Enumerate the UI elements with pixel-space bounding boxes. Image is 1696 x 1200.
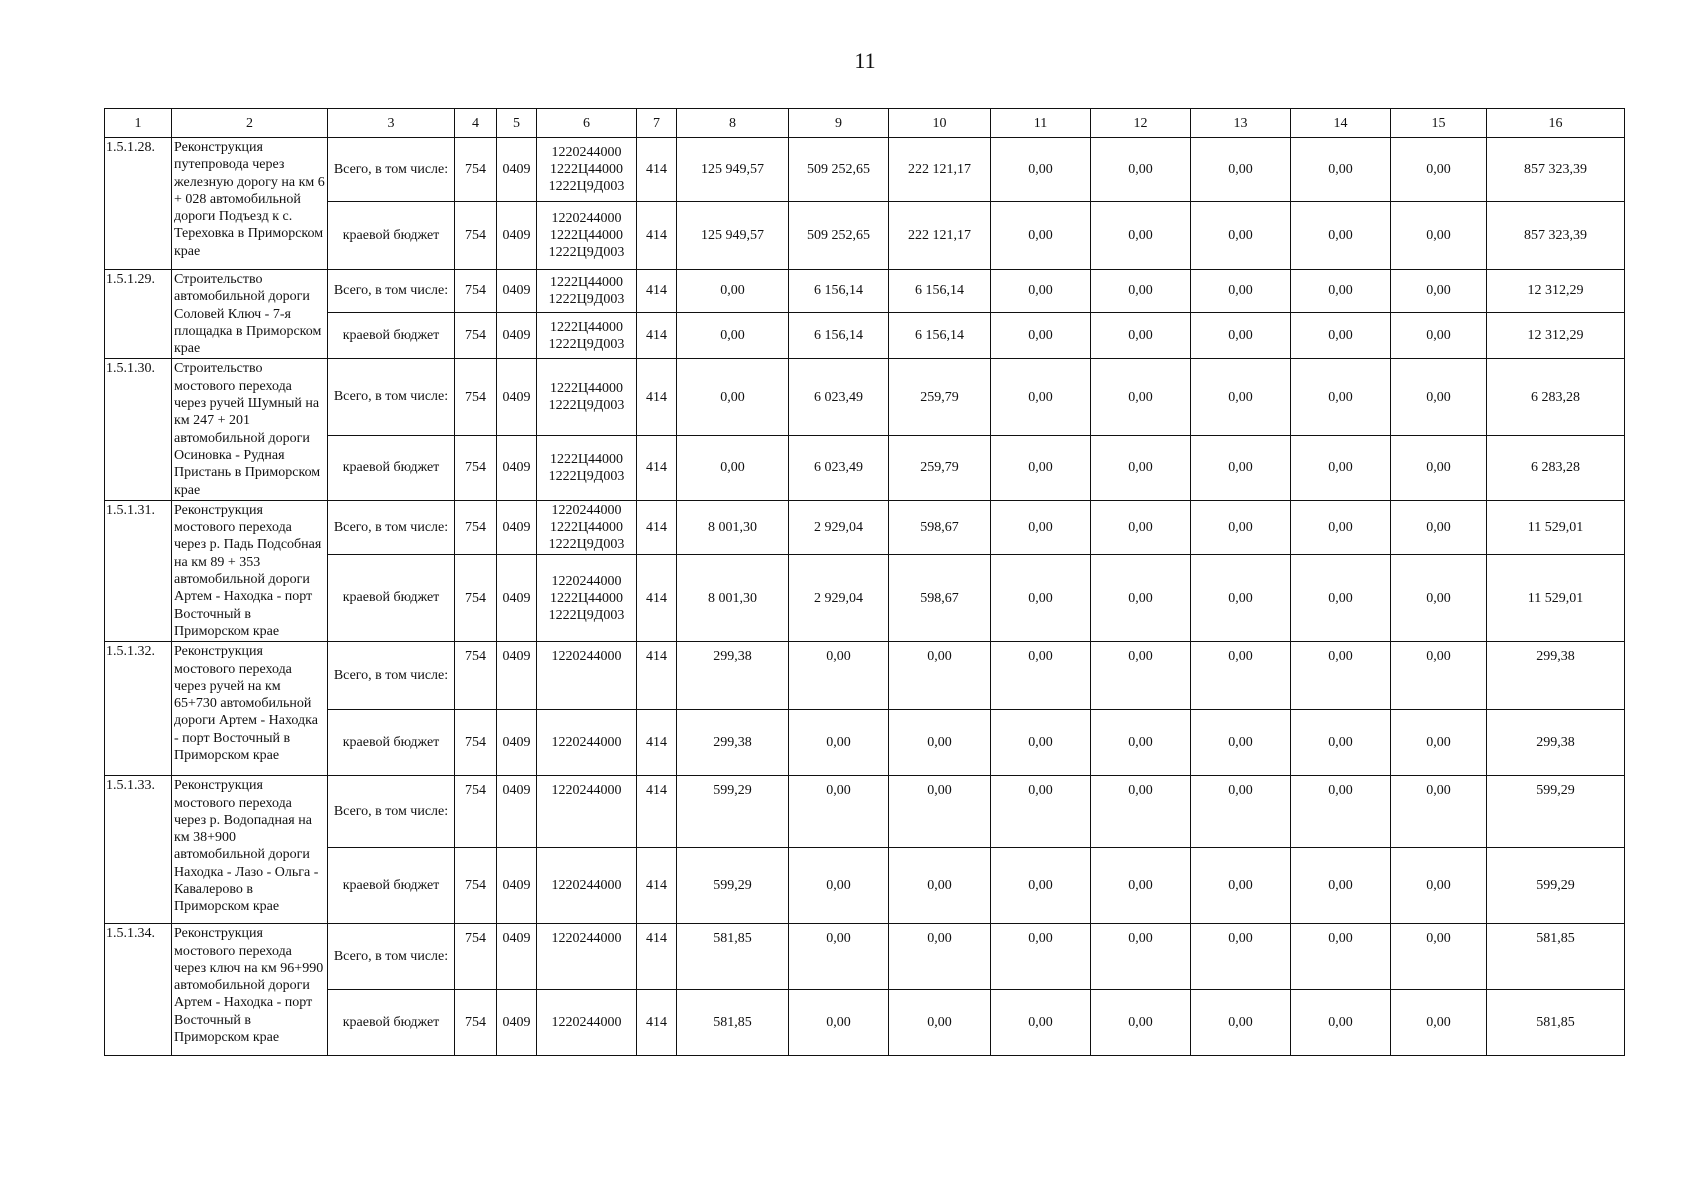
target-article-codes (537, 642, 637, 710)
amount-col-10: 222 121,17 (889, 202, 991, 270)
amount-col-10: 0,00 (889, 924, 991, 990)
amount-col-14: 0,00 (1291, 642, 1391, 710)
amount-col-13: 0,00 (1191, 848, 1291, 924)
table-row (105, 924, 1625, 990)
table-row (105, 435, 1625, 500)
amount-col-10: 0,00 (889, 848, 991, 924)
amount-col-8: 299,38 (677, 642, 789, 710)
section-code: 0409 (497, 270, 537, 313)
funding-category: Всего, в том числе: (328, 776, 455, 848)
amount-col-16: 11 529,01 (1487, 500, 1625, 555)
amount-col-15: 0,00 (1391, 202, 1487, 270)
amount-col-13: 0,00 (1191, 359, 1291, 435)
amount-col-9: 2 929,04 (789, 555, 889, 642)
column-header-2: 2 (172, 109, 328, 138)
object-name: Реконструкция путепровода через железную дорогу на км 6 + 028 автомобильной дороги Подъезд к с. Тереховка в Приморском крае (172, 138, 328, 270)
amount-col-15: 0,00 (1391, 776, 1487, 848)
amount-col-16: 11 529,01 (1487, 555, 1625, 642)
table-row (105, 270, 1625, 313)
amount-col-11: 0,00 (991, 500, 1091, 555)
target-article-code: 1220244000 (551, 931, 622, 947)
funding-category: краевой бюджет (328, 202, 455, 270)
amount-col-8: 125 949,57 (677, 138, 789, 202)
amount-col-14: 0,00 (1291, 848, 1391, 924)
amount-col-9: 0,00 (789, 924, 889, 990)
target-article-code: 1222Ц44000 (549, 381, 624, 397)
section-code: 0409 (497, 500, 537, 555)
amount-col-11: 0,00 (991, 642, 1091, 710)
funding-category: краевой бюджет (328, 710, 455, 776)
ministry-code: 754 (455, 435, 497, 500)
section-code: 0409 (497, 138, 537, 202)
amount-col-13: 0,00 (1191, 555, 1291, 642)
funding-category: Всего, в том числе: (328, 500, 455, 555)
amount-col-9: 6 023,49 (789, 435, 889, 500)
target-article-code: 1222Ц9Д003 (548, 245, 625, 260)
amount-col-8: 299,38 (677, 710, 789, 776)
amount-col-14: 0,00 (1291, 435, 1391, 500)
target-article-codes (537, 776, 637, 848)
row-number: 1.5.1.34. (105, 924, 172, 1056)
amount-col-9: 6 156,14 (789, 312, 889, 359)
amount-col-9: 0,00 (789, 776, 889, 848)
expense-type-code: 414 (637, 202, 677, 270)
amount-col-14: 0,00 (1291, 924, 1391, 990)
amount-col-15: 0,00 (1391, 924, 1487, 990)
target-article-codes (537, 848, 637, 924)
table-row (105, 848, 1625, 924)
amount-col-14: 0,00 (1291, 555, 1391, 642)
amount-col-14: 0,00 (1291, 710, 1391, 776)
amount-col-14: 0,00 (1291, 359, 1391, 435)
amount-col-11: 0,00 (991, 848, 1091, 924)
amount-col-10: 6 156,14 (889, 312, 991, 359)
amount-col-13: 0,00 (1191, 710, 1291, 776)
amount-col-12: 0,00 (1091, 990, 1191, 1056)
expense-type-code: 414 (637, 990, 677, 1056)
target-article-code: 1220244000 (551, 503, 622, 519)
object-name: Реконструкция мостового перехода через р. Падь Подсобная на км 89 + 353 автомобильной дороги Артем - Находка - порт Восточный в Приморском крае (172, 500, 328, 641)
amount-col-11: 0,00 (991, 924, 1091, 990)
amount-col-9: 6 023,49 (789, 359, 889, 435)
column-header-7: 7 (637, 109, 677, 138)
amount-col-9: 509 252,65 (789, 202, 889, 270)
amount-col-12: 0,00 (1091, 848, 1191, 924)
column-header-3: 3 (328, 109, 455, 138)
table-row (105, 202, 1625, 270)
expense-type-code: 414 (637, 642, 677, 710)
amount-col-16: 12 312,29 (1487, 312, 1625, 359)
amount-col-14: 0,00 (1291, 776, 1391, 848)
section-code: 0409 (497, 555, 537, 642)
amount-col-9: 0,00 (789, 990, 889, 1056)
amount-col-15: 0,00 (1391, 500, 1487, 555)
amount-col-11: 0,00 (991, 202, 1091, 270)
amount-col-8: 125 949,57 (677, 202, 789, 270)
amount-col-10: 259,79 (889, 435, 991, 500)
page-number: 11 (854, 48, 876, 73)
column-header-11: 11 (991, 109, 1091, 138)
amount-col-8: 599,29 (677, 848, 789, 924)
row-number: 1.5.1.29. (105, 270, 172, 359)
amount-col-10: 0,00 (889, 990, 991, 1056)
funding-category: краевой бюджет (328, 312, 455, 359)
funding-category: краевой бюджет (328, 435, 455, 500)
target-article-code: 1222Ц9Д003 (548, 607, 625, 623)
target-article-code: 1220244000 (551, 145, 622, 160)
amount-col-12: 0,00 (1091, 270, 1191, 313)
target-article-code: 1220244000 (551, 1015, 622, 1031)
amount-col-15: 0,00 (1391, 138, 1487, 202)
amount-col-9: 0,00 (789, 642, 889, 710)
table-row (105, 138, 1625, 202)
target-article-codes (537, 359, 637, 435)
amount-col-9: 0,00 (789, 710, 889, 776)
amount-col-16: 599,29 (1487, 848, 1625, 924)
target-article-code: 1222Ц9Д003 (548, 336, 625, 352)
object-name: Реконструкция мостового перехода через ключ на км 96+990 автомобильной дороги Артем - Находка - порт Восточный в Приморском крае (172, 924, 328, 1056)
amount-col-10: 259,79 (889, 359, 991, 435)
target-article-code: 1220244000 (551, 878, 622, 894)
target-article-codes (537, 990, 637, 1056)
amount-col-14: 0,00 (1291, 138, 1391, 202)
ministry-code: 754 (455, 848, 497, 924)
amount-col-12: 0,00 (1091, 202, 1191, 270)
expense-type-code: 414 (637, 435, 677, 500)
column-header-9: 9 (789, 109, 889, 138)
ministry-code: 754 (455, 138, 497, 202)
amount-col-8: 599,29 (677, 776, 789, 848)
table-row (105, 990, 1625, 1056)
amount-col-9: 6 156,14 (789, 270, 889, 313)
column-header-5: 5 (497, 109, 537, 138)
funding-category: Всего, в том числе: (328, 642, 455, 710)
amount-col-11: 0,00 (991, 710, 1091, 776)
amount-col-13: 0,00 (1191, 435, 1291, 500)
object-name: Строительство мостового перехода через ручей Шумный на км 247 + 201 автомобильной дороги Осиновка - Рудная Пристань в Приморском крае (172, 359, 328, 500)
amount-col-11: 0,00 (991, 270, 1091, 313)
amount-col-10: 222 121,17 (889, 138, 991, 202)
amount-col-16: 581,85 (1487, 924, 1625, 990)
amount-col-11: 0,00 (991, 776, 1091, 848)
amount-col-15: 0,00 (1391, 359, 1487, 435)
amount-col-8: 8 001,30 (677, 500, 789, 555)
amount-col-15: 0,00 (1391, 848, 1487, 924)
row-number: 1.5.1.30. (105, 359, 172, 500)
row-number: 1.5.1.33. (105, 776, 172, 924)
amount-col-10: 0,00 (889, 776, 991, 848)
target-article-codes (537, 500, 637, 555)
row-number: 1.5.1.28. (105, 138, 172, 270)
amount-col-13: 0,00 (1191, 924, 1291, 990)
amount-col-14: 0,00 (1291, 270, 1391, 313)
target-article-code: 1222Ц44000 (549, 274, 624, 290)
amount-col-14: 0,00 (1291, 990, 1391, 1056)
amount-col-16: 581,85 (1487, 990, 1625, 1056)
header-row (105, 109, 1625, 138)
amount-col-9: 2 929,04 (789, 500, 889, 555)
amount-col-16: 599,29 (1487, 776, 1625, 848)
amount-col-10: 0,00 (889, 710, 991, 776)
amount-col-13: 0,00 (1191, 990, 1291, 1056)
amount-col-15: 0,00 (1391, 710, 1487, 776)
amount-col-13: 0,00 (1191, 138, 1291, 202)
funding-category: Всего, в том числе: (328, 359, 455, 435)
amount-col-15: 0,00 (1391, 435, 1487, 500)
expense-type-code: 414 (637, 924, 677, 990)
amount-col-8: 581,85 (677, 990, 789, 1056)
amount-col-11: 0,00 (991, 312, 1091, 359)
target-article-code: 1222Ц9Д003 (548, 468, 625, 484)
target-article-code: 1220244000 (551, 783, 622, 799)
object-name: Строительство автомобильной дороги Соловей Ключ - 7-я площадка в Приморском крае (172, 270, 328, 359)
amount-col-9: 509 252,65 (789, 138, 889, 202)
table-row (105, 500, 1625, 555)
amount-col-12: 0,00 (1091, 924, 1191, 990)
amount-col-8: 0,00 (677, 312, 789, 359)
amount-col-12: 0,00 (1091, 642, 1191, 710)
section-code: 0409 (497, 710, 537, 776)
section-code: 0409 (497, 990, 537, 1056)
amount-col-13: 0,00 (1191, 270, 1291, 313)
amount-col-13: 0,00 (1191, 500, 1291, 555)
section-code: 0409 (497, 848, 537, 924)
object-name: Реконструкция мостового перехода через р. Водопадная на км 38+900 автомобильной дороги Находка - Лазо - Ольга - Кавалерово в Приморском крае (172, 776, 328, 924)
amount-col-16: 6 283,28 (1487, 359, 1625, 435)
amount-col-12: 0,00 (1091, 312, 1191, 359)
row-number: 1.5.1.31. (105, 500, 172, 641)
table-row (105, 555, 1625, 642)
expense-type-code: 414 (637, 710, 677, 776)
amount-col-14: 0,00 (1291, 500, 1391, 555)
table-header (105, 109, 1625, 138)
target-article-codes (537, 312, 637, 359)
column-header-6: 6 (537, 109, 637, 138)
target-article-codes (537, 435, 637, 500)
table-row (105, 776, 1625, 848)
amount-col-8: 0,00 (677, 435, 789, 500)
funding-category: Всего, в том числе: (328, 924, 455, 990)
funding-category: Всего, в том числе: (328, 138, 455, 202)
section-code: 0409 (497, 359, 537, 435)
column-header-1: 1 (105, 109, 172, 138)
ministry-code: 754 (455, 312, 497, 359)
amount-col-9: 0,00 (789, 848, 889, 924)
ministry-code: 754 (455, 924, 497, 990)
amount-col-10: 6 156,14 (889, 270, 991, 313)
amount-col-15: 0,00 (1391, 990, 1487, 1056)
section-code: 0409 (497, 924, 537, 990)
expense-type-code: 414 (637, 555, 677, 642)
budget-table (104, 108, 1625, 1056)
amount-col-16: 12 312,29 (1487, 270, 1625, 313)
amount-col-16: 857 323,39 (1487, 138, 1625, 202)
target-article-codes (537, 555, 637, 642)
amount-col-16: 299,38 (1487, 710, 1625, 776)
ministry-code: 754 (455, 359, 497, 435)
column-header-16: 16 (1487, 109, 1625, 138)
expense-type-code: 414 (637, 848, 677, 924)
column-header-10: 10 (889, 109, 991, 138)
target-article-code: 1222Ц44000 (549, 228, 624, 243)
table-row (105, 312, 1625, 359)
target-article-code: 1220244000 (551, 211, 622, 226)
amount-col-14: 0,00 (1291, 312, 1391, 359)
funding-category: Всего, в том числе: (328, 270, 455, 313)
amount-col-16: 6 283,28 (1487, 435, 1625, 500)
table-row (105, 642, 1625, 710)
ministry-code: 754 (455, 202, 497, 270)
funding-category: краевой бюджет (328, 990, 455, 1056)
amount-col-10: 598,67 (889, 500, 991, 555)
amount-col-12: 0,00 (1091, 710, 1191, 776)
column-header-4: 4 (455, 109, 497, 138)
amount-col-8: 581,85 (677, 924, 789, 990)
ministry-code: 754 (455, 710, 497, 776)
section-code: 0409 (497, 776, 537, 848)
amount-col-14: 0,00 (1291, 202, 1391, 270)
ministry-code: 754 (455, 990, 497, 1056)
target-article-code: 1220244000 (551, 649, 622, 665)
amount-col-16: 299,38 (1487, 642, 1625, 710)
amount-col-15: 0,00 (1391, 312, 1487, 359)
target-article-code: 1220244000 (551, 735, 622, 751)
target-article-codes (537, 710, 637, 776)
amount-col-13: 0,00 (1191, 776, 1291, 848)
target-article-code: 1222Ц44000 (549, 319, 624, 335)
funding-category: краевой бюджет (328, 555, 455, 642)
target-article-code: 1222Ц9Д003 (548, 291, 625, 307)
amount-col-15: 0,00 (1391, 270, 1487, 313)
expense-type-code: 414 (637, 359, 677, 435)
target-article-codes (537, 138, 637, 202)
target-article-code: 1222Ц9Д003 (548, 537, 625, 553)
amount-col-12: 0,00 (1091, 776, 1191, 848)
column-header-15: 15 (1391, 109, 1487, 138)
ministry-code: 754 (455, 776, 497, 848)
ministry-code: 754 (455, 555, 497, 642)
table-body (105, 138, 1625, 1056)
expense-type-code: 414 (637, 500, 677, 555)
amount-col-11: 0,00 (991, 990, 1091, 1056)
target-article-codes (537, 270, 637, 313)
target-article-code: 1222Ц44000 (549, 162, 624, 177)
amount-col-13: 0,00 (1191, 642, 1291, 710)
amount-col-12: 0,00 (1091, 500, 1191, 555)
section-code: 0409 (497, 435, 537, 500)
target-article-code: 1222Ц44000 (549, 520, 624, 536)
amount-col-13: 0,00 (1191, 202, 1291, 270)
expense-type-code: 414 (637, 270, 677, 313)
amount-col-12: 0,00 (1091, 435, 1191, 500)
amount-col-11: 0,00 (991, 138, 1091, 202)
amount-col-8: 0,00 (677, 270, 789, 313)
amount-col-10: 0,00 (889, 642, 991, 710)
target-article-code: 1222Ц44000 (549, 590, 624, 606)
amount-col-15: 0,00 (1391, 555, 1487, 642)
amount-col-13: 0,00 (1191, 312, 1291, 359)
amount-col-15: 0,00 (1391, 642, 1487, 710)
table-row (105, 359, 1625, 435)
row-number: 1.5.1.32. (105, 642, 172, 776)
amount-col-8: 0,00 (677, 359, 789, 435)
expense-type-code: 414 (637, 312, 677, 359)
funding-category: краевой бюджет (328, 848, 455, 924)
target-article-code: 1220244000 (551, 573, 622, 589)
section-code: 0409 (497, 202, 537, 270)
amount-col-10: 598,67 (889, 555, 991, 642)
ministry-code: 754 (455, 642, 497, 710)
column-header-8: 8 (677, 109, 789, 138)
amount-col-11: 0,00 (991, 435, 1091, 500)
amount-col-8: 8 001,30 (677, 555, 789, 642)
amount-col-12: 0,00 (1091, 359, 1191, 435)
expense-type-code: 414 (637, 776, 677, 848)
amount-col-16: 857 323,39 (1487, 202, 1625, 270)
target-article-code: 1222Ц44000 (549, 451, 624, 467)
section-code: 0409 (497, 642, 537, 710)
column-header-12: 12 (1091, 109, 1191, 138)
column-header-14: 14 (1291, 109, 1391, 138)
ministry-code: 754 (455, 500, 497, 555)
column-header-13: 13 (1191, 109, 1291, 138)
ministry-code: 754 (455, 270, 497, 313)
section-code: 0409 (497, 312, 537, 359)
amount-col-12: 0,00 (1091, 555, 1191, 642)
target-article-code: 1222Ц9Д003 (548, 398, 625, 414)
amount-col-11: 0,00 (991, 555, 1091, 642)
amount-col-11: 0,00 (991, 359, 1091, 435)
target-article-codes (537, 202, 637, 270)
object-name: Реконструкция мостового перехода через ручей на км 65+730 автомобильной дороги Артем - Находка - порт Восточный в Приморском крае (172, 642, 328, 776)
target-article-codes (537, 924, 637, 990)
target-article-code: 1222Ц9Д003 (548, 179, 625, 194)
amount-col-12: 0,00 (1091, 138, 1191, 202)
expense-type-code: 414 (637, 138, 677, 202)
table-row (105, 710, 1625, 776)
